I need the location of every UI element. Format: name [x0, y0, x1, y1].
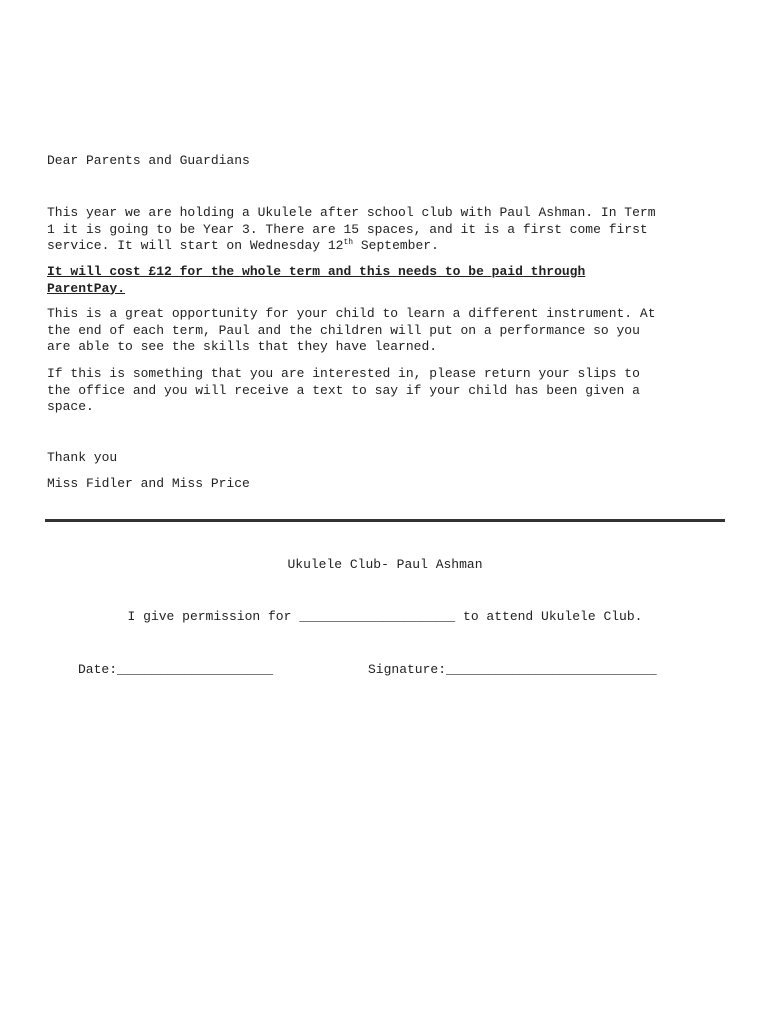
cost-line: ParentPay. [47, 280, 126, 296]
intro-line-text: service. It will start on Wednesday 12 [47, 238, 344, 253]
date-row [78, 662, 273, 679]
opportunity-paragraph [47, 306, 727, 356]
opportunity-line: This is a great opportunity for your child to learn a different instrument. At [47, 306, 656, 321]
cut-line-divider [45, 519, 725, 522]
date-label: Date: [78, 662, 118, 677]
permission-line [0, 609, 770, 626]
signature-field[interactable]: ___________________________ [446, 662, 657, 677]
cost-line: It will cost £12 for the whole term and this needs to be paid through [47, 264, 586, 279]
permission-prefix: I give permission for [127, 609, 300, 624]
interest-line: space. [47, 399, 94, 414]
ordinal-suffix: th [343, 238, 354, 247]
slip-title: Ukulele Club- Paul Ashman [287, 557, 483, 572]
signoff: Miss Fidler and Miss Price [47, 476, 250, 491]
interest-line: If this is something that you are interested in, please return your slips to [47, 366, 640, 381]
interest-line: the office and you will receive a text to say if your child has been given a [47, 382, 640, 398]
greeting: Dear Parents and Guardians [47, 153, 250, 168]
permission-suffix: to attend Ukulele Club. [455, 609, 643, 624]
cost-notice [47, 264, 727, 297]
date-field[interactable]: ____________________ [117, 662, 274, 677]
intro-paragraph [47, 205, 727, 255]
signature-row [368, 662, 657, 679]
intro-line-text: September. [353, 238, 439, 253]
thank-you: Thank you [47, 450, 118, 465]
intro-line [47, 238, 727, 255]
opportunity-line: the end of each term, Paul and the children will put on a performance so you [47, 322, 640, 338]
opportunity-line: are able to see the skills that they have learned. [47, 339, 438, 354]
signature-label: Signature: [368, 662, 447, 677]
intro-line: 1 it is going to be Year 3. There are 15 spaces, and it is a first come first [47, 221, 648, 237]
interest-paragraph [47, 366, 727, 416]
child-name-field[interactable]: ____________________ [299, 609, 456, 624]
intro-line: This year we are holding a Ukulele after school club with Paul Ashman. In Term [47, 205, 656, 220]
